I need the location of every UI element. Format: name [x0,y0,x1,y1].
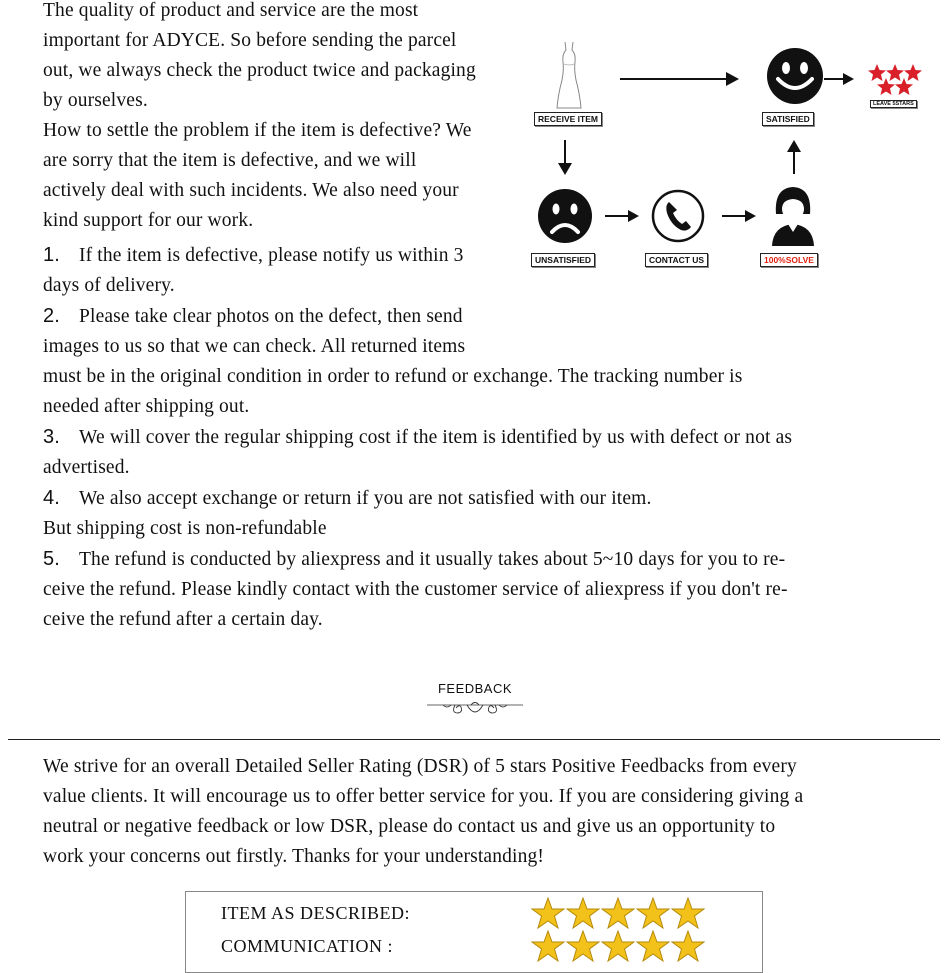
rating-stars [531,897,705,929]
sad-face-icon [537,188,593,244]
rating-box [185,891,763,973]
phone-icon [651,189,705,243]
arrow-right [620,78,730,80]
intro-text [43,0,476,236]
satisfied-label: SATISFIED [762,112,814,126]
list-item [43,301,792,332]
arrowhead-icon [628,209,640,223]
dress-icon [552,40,586,110]
item-line: needed after shipping out. [43,396,250,417]
item-line: We also accept exchange or return if you are not satisfied with our item. [79,488,652,509]
feedback-line: We strive for an overall Detailed Seller Rating (DSR) of 5 stars Positive Feedbacks from every [43,756,797,777]
list-item [43,483,792,514]
intro-line: out, we always check the product twice and packaging [43,60,476,81]
intro-line: are sorry that the item is defective, and we will [43,150,417,171]
intro-line: kind support for our work. [43,210,254,231]
gold-star-icon [636,930,670,962]
rating-stars [531,930,705,962]
feedback-heading: FEEDBACK [437,681,513,696]
arrowhead-icon [726,71,740,87]
list-item [43,544,792,575]
item-line: days of delivery. [43,275,175,296]
feedback-text [43,752,803,872]
arrowhead-icon [558,163,572,175]
item-line: images to us so that we can check. All returned items [43,336,466,357]
rating-label: ITEM AS DESCRIBED: [221,903,411,923]
arrow-up [793,150,795,174]
item-line: Please take clear photos on the defect, then send [79,306,463,327]
rating-label: COMMUNICATION : [221,936,394,956]
gold-star-icon [531,930,565,962]
support-agent-icon [770,184,816,246]
gold-star-icon [601,930,635,962]
leave-stars-label: LEAVE 5STARS [870,100,917,108]
gold-star-icon [636,897,670,929]
feedback-line: value clients. It will encourage us to offer better service for you. If you are considering giving a [43,786,804,807]
ornament-divider-icon [425,697,525,721]
item-number: 1. [43,244,60,266]
gold-star-icon [531,897,565,929]
arrowhead-icon [745,209,757,223]
intro-line: important for ADYCE. So before sending the parcel [43,30,457,51]
item-line: We will cover the regular shipping cost if the item is identified by us with defect or not as [79,427,793,448]
intro-line: actively deal with such incidents. We also need your [43,180,459,201]
gold-star-icon [566,897,600,929]
receive-item-label: RECEIVE ITEM [534,112,602,126]
list-item [43,422,792,453]
unsatisfied-label: UNSATISFIED [531,253,595,267]
item-line: ceive the refund after a certain day. [43,609,323,630]
gold-star-icon [671,930,705,962]
solve-label: 100%SOLVE [760,253,818,267]
smiley-face-icon [766,47,824,105]
item-number: 3. [43,426,60,448]
item-number: 4. [43,487,60,509]
arrowhead-icon [843,72,855,86]
feedback-line: work your concerns out firstly. Thanks for your understanding! [43,846,545,867]
feedback-line: neutral or negative feedback or low DSR, please do contact us and give us an opportunity to [43,816,776,837]
contact-us-label: CONTACT US [645,253,708,267]
gold-star-icon [601,897,635,929]
item-number: 5. [43,548,60,570]
intro-line: by ourselves. [43,90,148,111]
item-number: 2. [43,305,60,327]
item-line: If the item is defective, please notify us within 3 [79,245,464,266]
arrowhead-icon [787,140,801,152]
item-line: advertised. [43,457,130,478]
intro-line: How to settle the problem if the item is defective? We [43,120,472,141]
item-line: must be in the original condition in order to refund or exchange. The tracking number is [43,366,743,387]
item-line: The refund is conducted by aliexpress and it usually takes about 5~10 days for you to re- [79,549,786,570]
policy-list [43,240,792,635]
section-divider [8,739,940,740]
gold-star-icon [566,930,600,962]
intro-line: The quality of product and service are the most [43,0,419,21]
gold-star-icon [671,897,705,929]
item-line: But shipping cost is non-refundable [43,518,327,539]
item-line: ceive the refund. Please kindly contact with the customer service of aliexpress if you don't re- [43,579,788,600]
red-stars-icon [868,64,924,96]
